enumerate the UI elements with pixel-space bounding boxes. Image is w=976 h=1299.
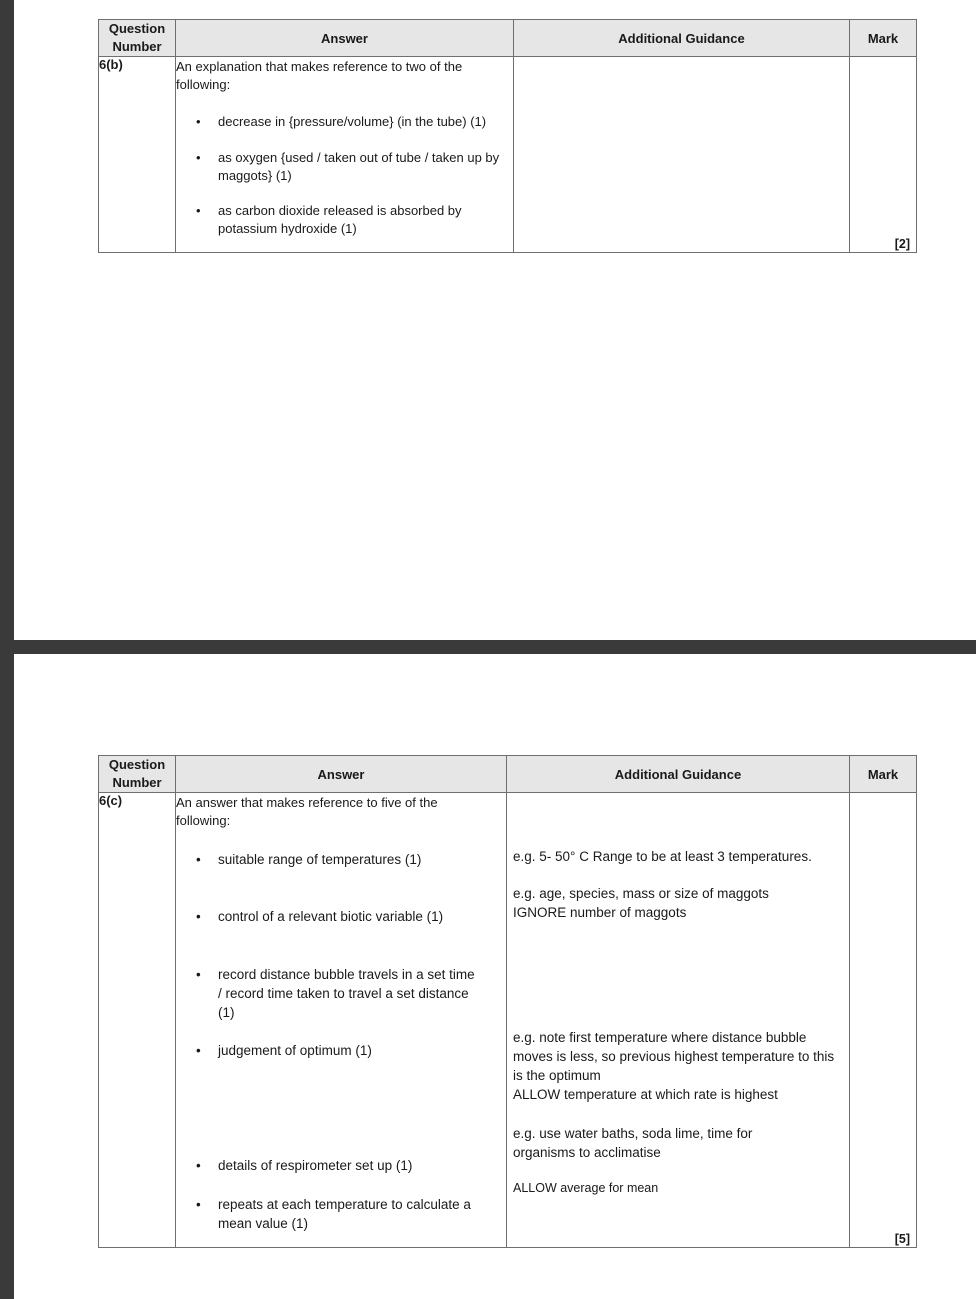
answer-cell <box>176 793 507 1248</box>
page-2 <box>14 654 976 1299</box>
answer-cell <box>176 57 514 253</box>
question-number: 6(b) <box>99 57 176 253</box>
header-additional-guidance: Additional Guidance <box>514 20 850 57</box>
answer-point: • suitable range of temperatures (1) <box>176 851 506 870</box>
guidance-cell <box>514 57 850 253</box>
header-question-number: Question Number <box>99 756 176 793</box>
header-answer: Answer <box>176 20 514 57</box>
guidance-setup: e.g. use water baths, soda lime, time for organisms to acclimatise <box>513 1126 753 1160</box>
answer-points <box>176 113 513 239</box>
header-mark: Mark <box>850 20 917 57</box>
mark-scheme-table-6c <box>98 755 917 1248</box>
mark-cell <box>850 57 917 253</box>
mark-value: [2] <box>894 237 910 251</box>
table-row <box>99 57 917 253</box>
answer-point: • details of respirometer set up (1) <box>176 1157 506 1176</box>
answer-point: • record distance bubble travels in a set time / record time taken to travel a set distance (1) <box>176 965 478 1022</box>
guidance-optimum-allow: ALLOW temperature at which rate is highest <box>513 1087 778 1102</box>
mark-scheme-table-6b <box>98 19 917 253</box>
answer-intro: An explanation that makes reference to two of the following: <box>176 59 463 92</box>
answer-point: • repeats at each temperature to calculate a mean value (1) <box>176 1195 498 1233</box>
answer-points <box>176 851 506 1233</box>
header-mark: Mark <box>850 756 917 793</box>
guidance-temperatures: e.g. 5- 50° C Range to be at least 3 temperatures. <box>513 849 812 864</box>
guidance-cell <box>507 793 850 1248</box>
answer-point: • as oxygen {used / taken out of tube / taken up by maggots} (1) <box>176 149 500 186</box>
header-row <box>99 20 917 57</box>
header-additional-guidance: Additional Guidance <box>507 756 850 793</box>
question-number: 6(c) <box>99 793 176 1248</box>
guidance-biotic-ignore: IGNORE number of maggots <box>513 905 687 920</box>
header-row <box>99 756 917 793</box>
answer-point: • decrease in {pressure/volume} (in the tube) (1) <box>176 113 513 132</box>
answer-point: • control of a relevant biotic variable (1) <box>176 908 506 927</box>
mark-cell <box>850 793 917 1248</box>
answer-point: • as carbon dioxide released is absorbed by potassium hydroxide (1) <box>176 202 478 239</box>
guidance-mean: ALLOW average for mean <box>513 1181 659 1195</box>
mark-value: [5] <box>894 1232 910 1246</box>
guidance-optimum: e.g. note first temperature where distance bubble moves is less, so previous highest temperature to this is the optimum <box>513 1030 835 1083</box>
guidance-biotic: e.g. age, species, mass or size of maggots <box>513 886 769 901</box>
header-answer: Answer <box>176 756 507 793</box>
answer-point: • judgement of optimum (1) <box>176 1042 506 1061</box>
table-row <box>99 793 917 1248</box>
answer-intro: An answer that makes reference to five of the following: <box>176 795 438 828</box>
page-1 <box>14 0 976 640</box>
header-question-number: Question Number <box>99 20 176 57</box>
viewer-background <box>0 0 14 1299</box>
